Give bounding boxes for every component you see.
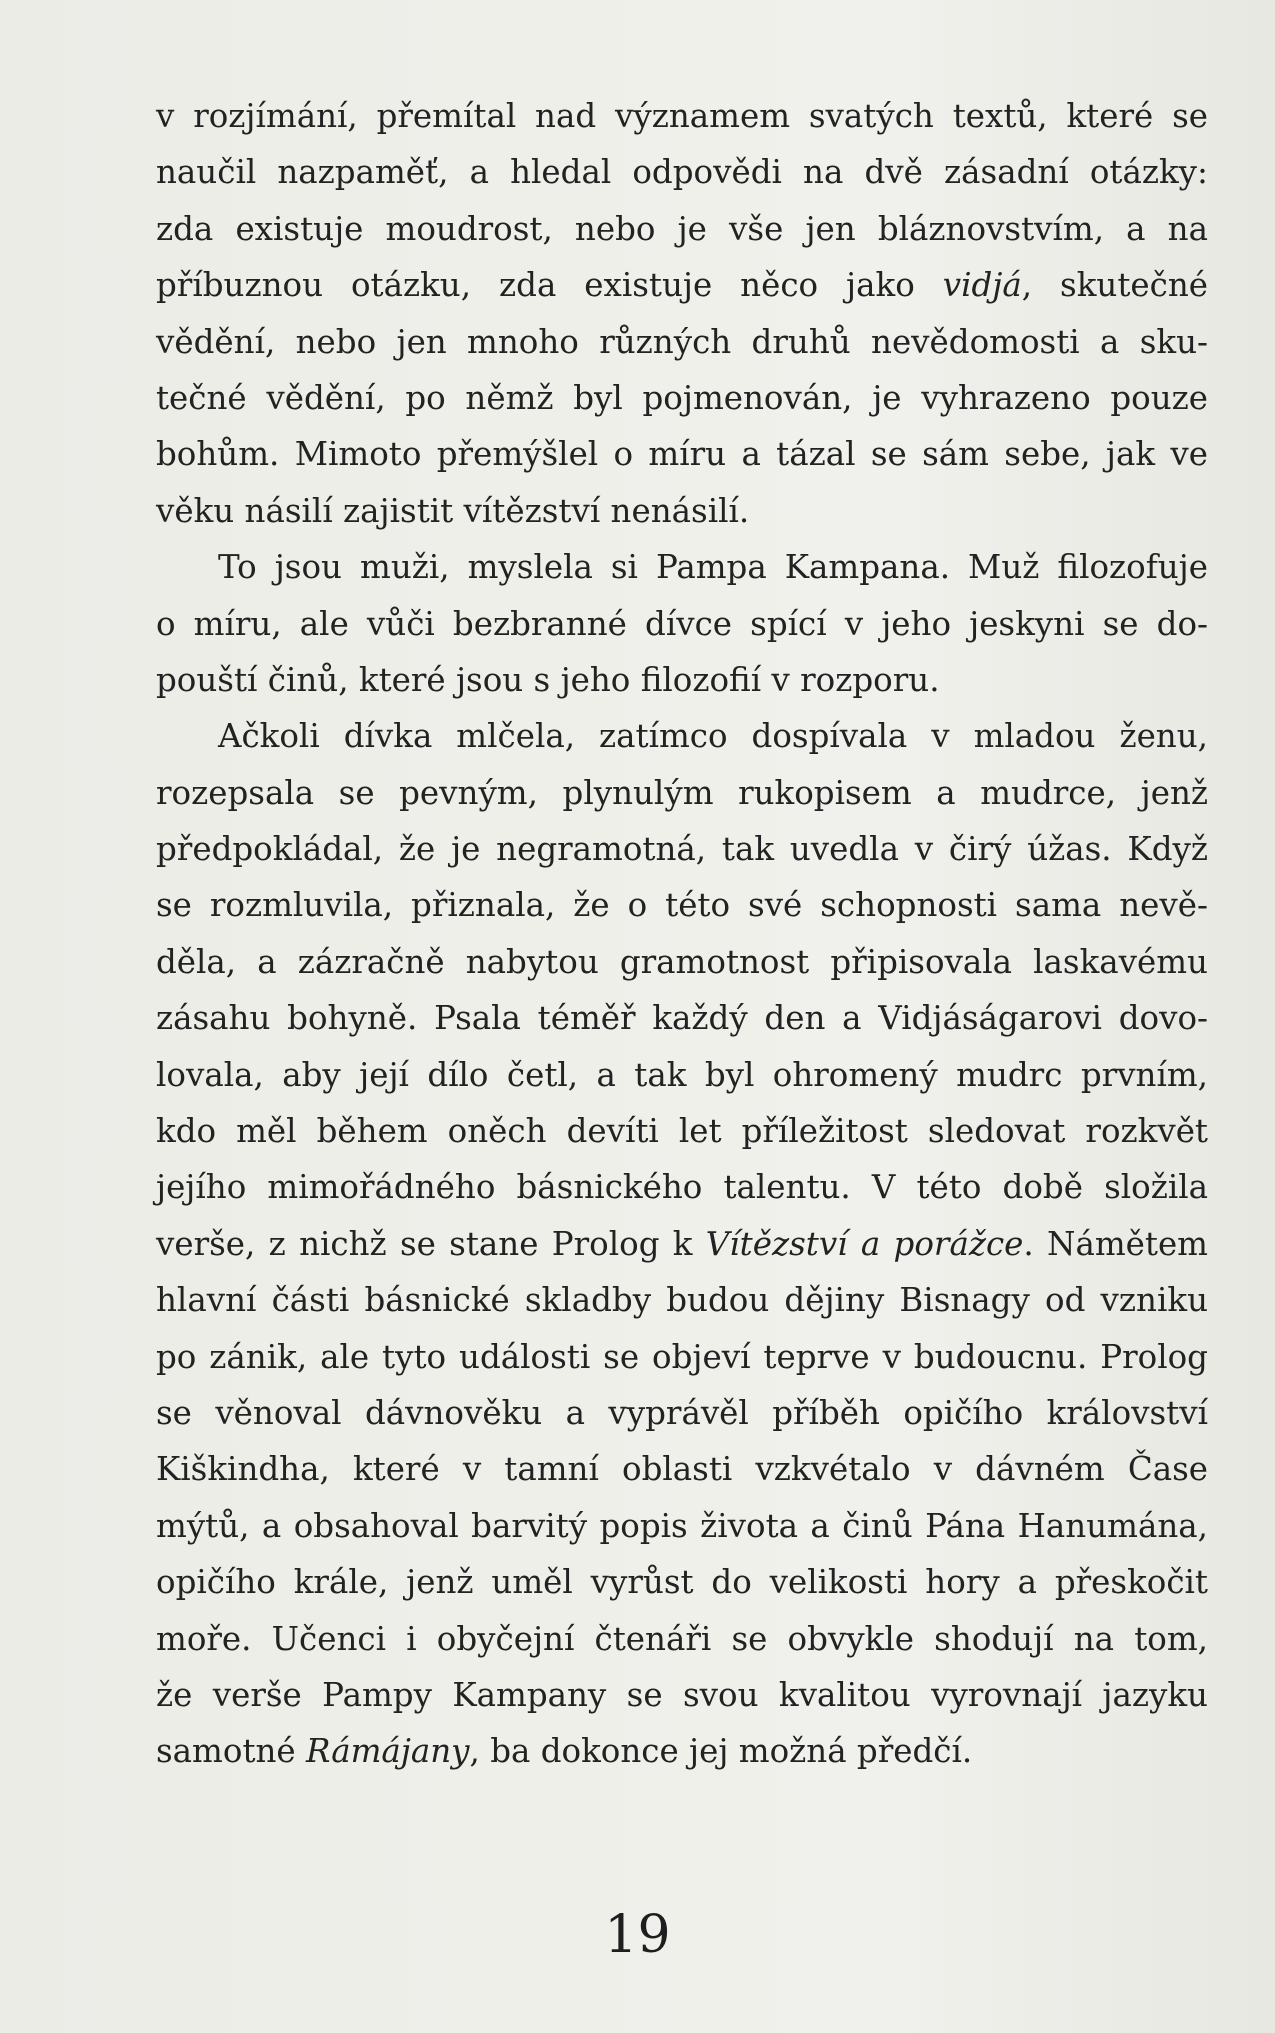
text-line: [156, 1611, 1208, 1667]
text-line: [156, 539, 1208, 595]
text-run: moře. Učenci i obyčejní čtenáři se obvykle shodují na tom,: [156, 1619, 1208, 1658]
text-run: To jsou muži, myslela si Pampa Kampana. Muž filozofuje: [218, 548, 1208, 587]
text-line: [156, 934, 1208, 990]
text-line: [156, 1047, 1208, 1103]
text-line: [156, 708, 1208, 764]
text-line: [156, 1385, 1208, 1441]
text-run: opičího krále, jenž uměl vyrůst do velikosti hory a přeskočit: [156, 1563, 1208, 1602]
text-line: [156, 1159, 1208, 1215]
text-run: verše, z nichž se stane Prolog k: [156, 1224, 706, 1263]
text-run: se rozmluvila, přiznala, že o této své schopnosti sama nevě-: [156, 886, 1208, 925]
text-line: [156, 426, 1208, 482]
italic-title: Rámájany: [306, 1732, 470, 1771]
text-run: v rozjímání, přemítal nad významem svatých textů, které se: [156, 97, 1208, 135]
text-line: [156, 1441, 1208, 1497]
text-run: po zánik, ale tyto události se objeví teprve v budoucnu. Prolog: [156, 1337, 1208, 1376]
text-line: [156, 257, 1208, 313]
text-run: samotné: [156, 1732, 306, 1771]
text-run: , ba dokonce jej možná předčí.: [469, 1732, 973, 1771]
text-line: [156, 1498, 1208, 1554]
text-run: tečné vědění, po němž byl pojmenován, je vyhrazeno pouze: [156, 378, 1208, 417]
text-line: [156, 370, 1208, 426]
italic-title: Vítězství a porážce: [705, 1224, 1024, 1263]
text-line: [156, 144, 1208, 200]
text-run: zda existuje moudrost, nebo je vše jen bláznovstvím, a na: [156, 209, 1208, 248]
text-line: [156, 1272, 1208, 1328]
text-run: naučil nazpaměť, a hledal odpovědi na dvě zásadní otázky:: [156, 153, 1208, 192]
text-line: [156, 990, 1208, 1046]
text-run: vědění, nebo jen mnoho různých druhů nevědomosti a sku-: [156, 322, 1208, 361]
text-line: [156, 88, 1208, 144]
text-run: mýtů, a obsahoval barvitý popis života a činů Pána Hanumána,: [156, 1506, 1208, 1545]
paragraph: [156, 539, 1208, 708]
text-run: zásahu bohyně. Psala téměř každý den a Vidjáságarovi dovo-: [156, 999, 1208, 1038]
text-line: [156, 596, 1208, 652]
text-line: [156, 314, 1208, 370]
text-run: , skutečné: [1021, 266, 1208, 305]
text-run: lovala, aby její dílo četl, a tak byl ohromený mudrc prvním,: [156, 1055, 1208, 1094]
text-run: se věnoval dávnověku a vyprávěl příběh opičího království: [156, 1393, 1208, 1432]
text-run: věku násilí zajistit vítězství nenásilí.: [156, 491, 750, 530]
text-run: že verše Pampy Kampany se svou kvalitou vyrovnají jazyku: [156, 1675, 1208, 1714]
text-line: [156, 652, 1208, 708]
text-run: předpokládal, že je negramotná, tak uvedla v čirý úžas. Když: [156, 830, 1208, 869]
text-line: [156, 1329, 1208, 1385]
text-line: [156, 1723, 1208, 1779]
text-run: jejího mimořádného básnického talentu. V této době složila: [156, 1168, 1208, 1207]
text-line: [156, 1667, 1208, 1723]
text-run: příbuznou otázku, zda existuje něco jako: [156, 266, 943, 305]
text-run: Ačkoli dívka mlčela, zatímco dospívala v mladou ženu,: [218, 717, 1208, 756]
text-run: o míru, ale vůči bezbranné dívce spící v jeho jeskyni se do-: [156, 604, 1208, 643]
body-text: [156, 88, 1208, 1780]
text-run: pouští činů, které jsou s jeho filozofií v rozporu.: [156, 660, 940, 699]
paragraph: [156, 708, 1208, 1779]
text-line: [156, 1216, 1208, 1272]
text-run: . Námětem: [1023, 1224, 1208, 1263]
text-line: [156, 877, 1208, 933]
text-line: [156, 1554, 1208, 1610]
text-line: [156, 821, 1208, 877]
text-line: [156, 765, 1208, 821]
text-line: [156, 483, 1208, 539]
page-number: 19: [604, 1905, 671, 1965]
text-line: [156, 201, 1208, 257]
text-run: kdo měl během oněch devíti let příležitost sledovat rozkvět: [156, 1112, 1208, 1151]
text-run: hlavní části básnické skladby budou dějiny Bisnagy od vzniku: [156, 1281, 1208, 1320]
text-line: [156, 1103, 1208, 1159]
text-run: Kiškindha, které v tamní oblasti vzkvétalo v dávném Čase: [156, 1450, 1208, 1489]
text-run: rozepsala se pevným, plynulým rukopisem a mudrce, jenž: [156, 773, 1208, 812]
text-run: bohům. Mimoto přemýšlel o míru a tázal se sám sebe, jak ve: [156, 435, 1208, 474]
paragraph: [156, 88, 1208, 539]
italic-title: vidjá: [942, 266, 1022, 305]
text-run: děla, a zázračně nabytou gramotnost připisovala laskavému: [156, 942, 1208, 981]
